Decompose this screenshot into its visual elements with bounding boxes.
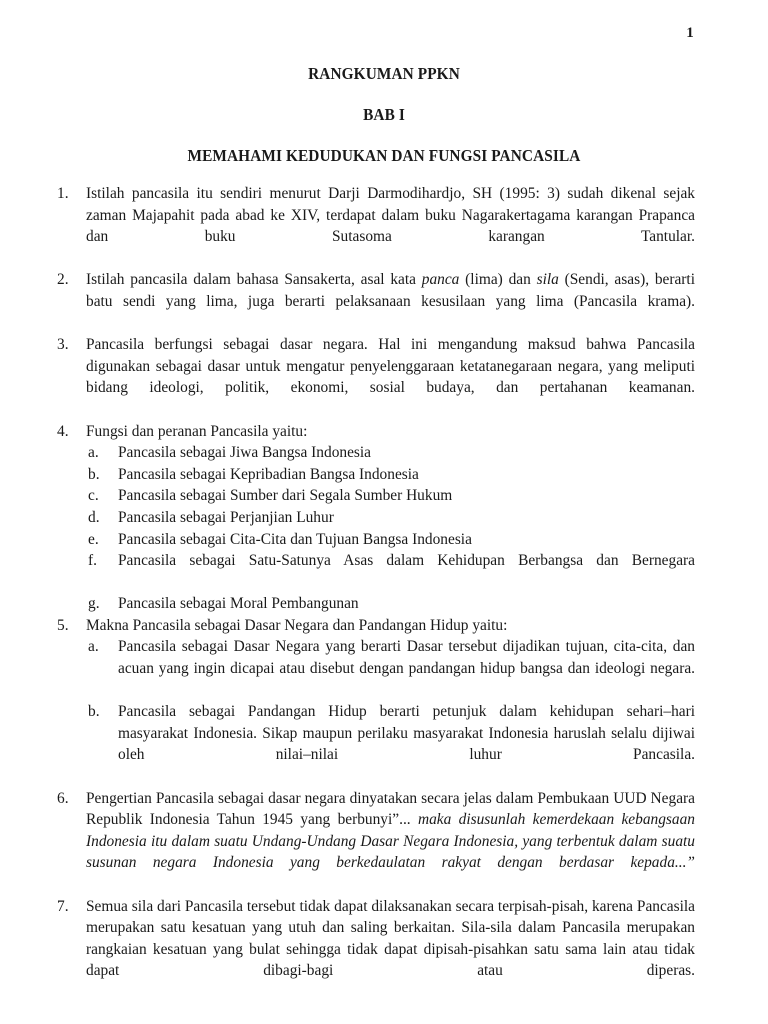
list-item-marker: 1.	[57, 185, 69, 202]
sublist-item	[88, 701, 695, 787]
italic-term-panca: panca	[421, 271, 460, 289]
text-segment: (lima) dan	[459, 271, 537, 289]
sublist-item-marker: a.	[88, 444, 99, 462]
italic-term-sila: sila	[536, 271, 559, 289]
document-body	[0, 183, 768, 1004]
sublist-item-text: Pancasila sebagai Dasar Negara yang berarti Dasar tersebut dijadikan tujuan, cita-cita, dan acuan yang ingin dicapai atau disebut dengan pandangan hidup bangsa dan ideologi negara.	[118, 638, 695, 678]
sublist-item-text: Pancasila sebagai Satu-Satunya Asas dalam Kehidupan Berbangsa dan Bernegara	[118, 552, 695, 570]
sublist-item-marker: b.	[88, 465, 100, 483]
sublist-item-text: Pancasila sebagai Jiwa Bangsa Indonesia	[118, 444, 372, 462]
list-item-text: Pancasila berfungsi sebagai dasar negara. Hal ini mengandung maksud bahwa Pancasila digunakan sebagai dasar untuk mengatur penyelenggaraan ketatanegaraan negara, yang meliputi bidang ideologi, politik, ekonomi, sosial budaya, dan pertahanan keamanan.	[86, 336, 695, 397]
list-item	[57, 269, 695, 334]
sublist-item-marker: d.	[88, 508, 100, 526]
sublist-item-text: Pancasila sebagai Moral Pembangunan	[118, 595, 359, 613]
list-item-marker: 2.	[57, 271, 69, 289]
list-item-text	[86, 788, 695, 896]
page-number: 1	[686, 25, 694, 41]
sublist-item	[88, 464, 695, 486]
sublist-item	[88, 529, 695, 551]
list-item-text: Istilah pancasila itu sendiri menurut Darji Darmodihardjo, SH (1995: 3) sudah dikenal sejak zaman Majapahit pada abad ke XIV, terdapat dalam buku Nagarakertagama karangan Prapanca dan buku Sutasoma karangan Tantular.	[86, 185, 695, 246]
document-headings	[0, 0, 768, 166]
sublist-item	[88, 550, 695, 593]
list-item-text	[86, 269, 695, 334]
sublist-item	[88, 442, 695, 464]
sublist-item-marker: c.	[88, 487, 99, 505]
sublist-item-marker: a.	[88, 638, 99, 656]
heading-bab: BAB I	[363, 105, 405, 124]
heading-rangkuman: RANGKUMAN PPKN	[308, 64, 460, 83]
sublist-item	[88, 593, 695, 615]
list-item	[57, 615, 695, 637]
sublist-item-marker: e.	[88, 530, 99, 548]
sublist-item-text: Pancasila sebagai Pandangan Hidup berarti petunjuk dalam kehidupan sehari–hari masyarakat Indonesia. Sikap maupun perilaku masyarakat Indonesia haruslah selalu dijiwai oleh nilai–nilai luhur Pancasila.	[118, 703, 695, 764]
list-item-marker: 6.	[57, 789, 69, 807]
sublist-item	[88, 485, 695, 507]
sublist-item-marker: g.	[88, 595, 100, 613]
lettered-sublist-4	[57, 442, 695, 615]
quotation-italic: maka disusunlah kemerdekaan kebangsaan Indonesia itu dalam suatu Undang-Undang Dasar Negara Indonesia, yang terbentuk dalam suatu susunan negara Indonesia yang berkedaulatan rakyat dengan berdasar kepada...”	[86, 811, 695, 872]
sublist-item-text: Pancasila sebagai Perjanjian Luhur	[118, 508, 334, 526]
list-item	[57, 421, 695, 443]
list-item	[57, 788, 695, 896]
list-item	[57, 183, 695, 269]
sublist-item-marker: f.	[88, 552, 97, 570]
text-segment: Istilah pancasila dalam bahasa Sansakerta, asal kata	[86, 271, 422, 289]
sublist-item	[88, 636, 695, 701]
heading-chapter-title: MEMAHAMI KEDUDUKAN DAN FUNGSI PANCASILA	[187, 146, 581, 165]
sublist-item-text: Pancasila sebagai Sumber dari Segala Sumber Hukum	[118, 487, 453, 505]
list-item-text: Fungsi dan peranan Pancasila yaitu:	[86, 422, 308, 440]
list-item	[57, 334, 695, 420]
list-item-marker: 7.	[57, 897, 69, 915]
list-item-marker: 5.	[57, 616, 69, 634]
text-segment: (Sendi, asas), berarti batu sendi yang lima, juga berarti pelaksanaan kesusilaan yang lima (Pancasila krama).	[86, 271, 695, 310]
lettered-sublist-5	[57, 636, 695, 787]
list-item-marker: 3.	[57, 336, 69, 354]
list-item-marker: 4.	[57, 422, 69, 440]
list-item-text: Makna Pancasila sebagai Dasar Negara dan Pandangan Hidup yaitu:	[86, 616, 508, 634]
list-item-text: Semua sila dari Pancasila tersebut tidak dapat dilaksanakan secara terpisah-pisah, karena Pancasila merupakan satu kesatuan yang utuh dan saling berkaitan. Sila-sila dalam Pancasila merupakan rangkaian kesatuan yang bulat sehingga tidak dapat dipisah-pisahkan satu sama lain atau tidak dapat dibagi-bagi atau diperas.	[86, 897, 695, 980]
numbered-list	[57, 183, 695, 1004]
list-item	[57, 896, 695, 1004]
sublist-item-marker: b.	[88, 703, 100, 721]
text-segment: Pengertian Pancasila sebagai dasar negara dinyatakan secara jelas dalam Pembukaan UUD Negara Republik Indonesia Tahun 1945 yang berbunyi”...	[86, 789, 695, 829]
sublist-item-text: Pancasila sebagai Kepribadian Bangsa Indonesia	[118, 465, 419, 483]
sublist-item-text: Pancasila sebagai Cita-Cita dan Tujuan Bangsa Indonesia	[118, 530, 472, 548]
sublist-item	[88, 507, 695, 529]
